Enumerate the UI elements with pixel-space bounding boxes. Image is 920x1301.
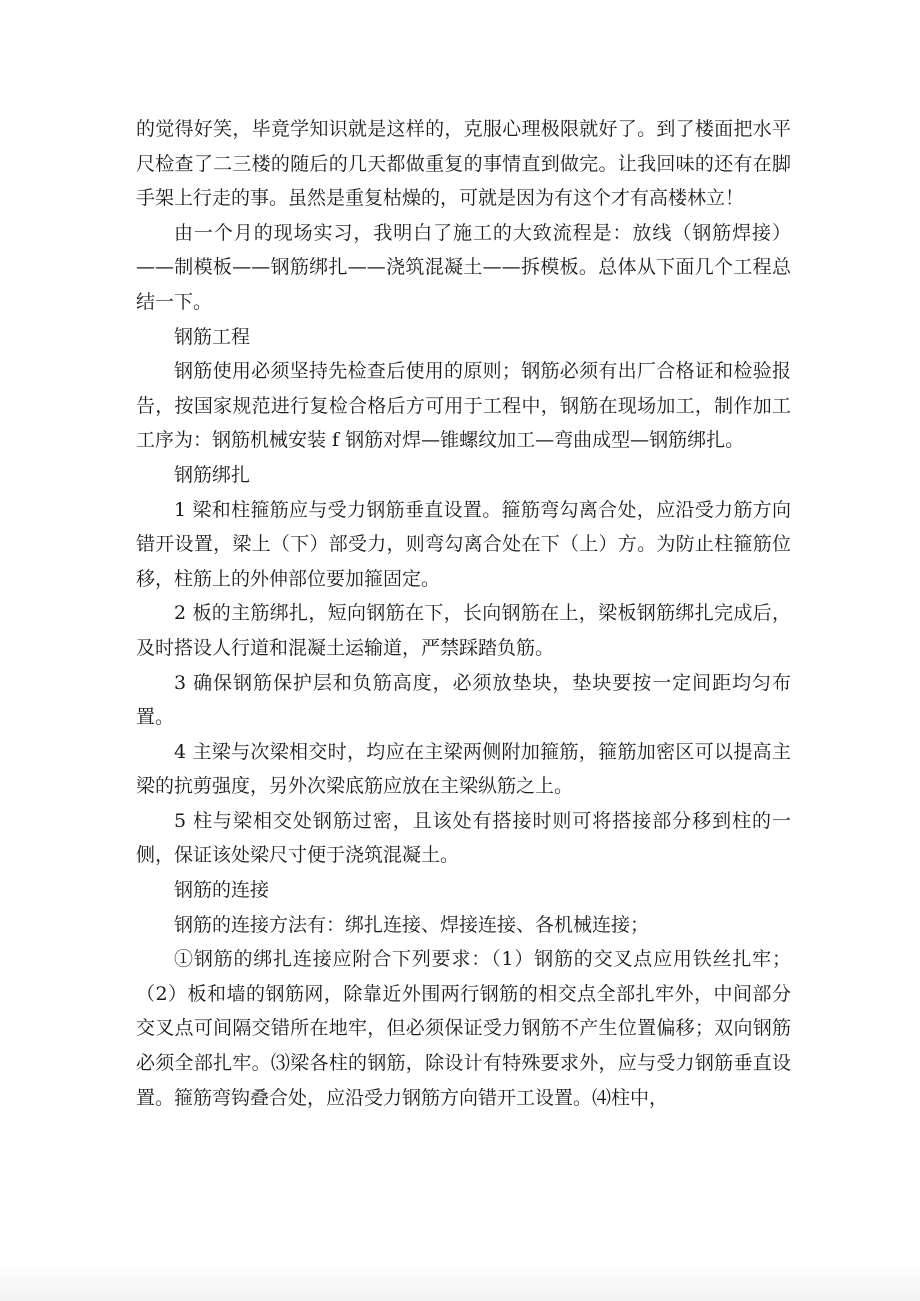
section-heading-rebar-connection: 钢筋的连接 [174, 879, 270, 902]
paragraph-binding-item-2: 2 板的主筋绑扎，短向钢筋在下，长向钢筋在上，梁板钢筋绑扎完成后，及时搭设人行道和混凝土运输道，严禁踩踏负筋。 [136, 602, 791, 659]
paragraph-binding-requirements: ①钢筋的绑扎连接应附合下列要求：（1）钢筋的交叉点应用铁丝扎牢；（2）板和墙的钢筋网，除靠近外围两行钢筋的相交点全部扎牢外，中间部分交叉点可间隔交错所在地牢，但必须保证受力钢筋不产生位置偏移；双向钢筋必须全部扎牢。⑶梁各柱的钢筋，除设计有特殊要求外，应与受力钢筋垂直设置。箍筋弯钩叠合处，应沿受力钢筋方向错开工设置。⑷柱中， [136, 948, 791, 1109]
paragraph-binding-item-1: 1 梁和柱箍筋应与受力钢筋垂直设置。箍筋弯勾离合处，应沿受力筋方向错开设置，梁上（下）部受力，则弯勾离合处在下（上）方。为防止柱箍筋位移，柱筋上的外伸部位要加箍固定。 [136, 498, 791, 590]
paragraph-construction-process: 由一个月的现场实习，我明白了施工的大致流程是：放线（钢筋焊接）——制模板——钢筋绑扎——浇筑混凝土——拆模板。总体从下面几个工程总结一下。 [136, 221, 791, 313]
paragraph-continuation: 的觉得好笑，毕竟学知识就是这样的，克服心理极限就好了。到了楼面把水平尺检查了二三楼的随后的几天都做重复的事情直到做完。让我回味的还有在脚手架上行走的事。虽然是重复枯燥的，可就是因为有这个才有高楼林立！ [136, 118, 791, 210]
paragraph-binding-item-4: 4 主梁与次梁相交时，均应在主梁两侧附加箍筋，箍筋加密区可以提高主梁的抗剪强度，另外次梁底筋应放在主梁纵筋之上。 [136, 740, 791, 798]
paragraph-binding-item-5: 5 柱与梁相交处钢筋过密，且该处有搭接时则可将搭接部分移到柱的一侧，保证该处梁尺寸便于浇筑混凝土。 [136, 809, 791, 867]
page-bottom-shade [0, 1262, 920, 1301]
section-heading-rebar-engineering: 钢筋工程 [174, 325, 251, 348]
paragraph-binding-item-3: 3 确保钢筋保护层和负筋高度，必须放垫块，垫块要按一定间距均匀布置。 [136, 671, 791, 729]
paragraph-connection-methods: 钢筋的连接方法有：绑扎连接、焊接连接、各机械连接； [174, 913, 650, 936]
paragraph-rebar-inspection: 钢筋使用必须坚持先检查后使用的原则；钢筋必须有出厂合格证和检验报告，按国家规范进行复检合格后方可用于工程中，钢筋在现场加工，制作加工工序为：钢筋机械安装 f 钢筋对焊—锥螺纹加工—弯曲成型—钢筋绑扎。 [136, 360, 791, 452]
document-body [136, 112, 791, 1115]
section-heading-rebar-binding: 钢筋绑扎 [174, 463, 251, 486]
